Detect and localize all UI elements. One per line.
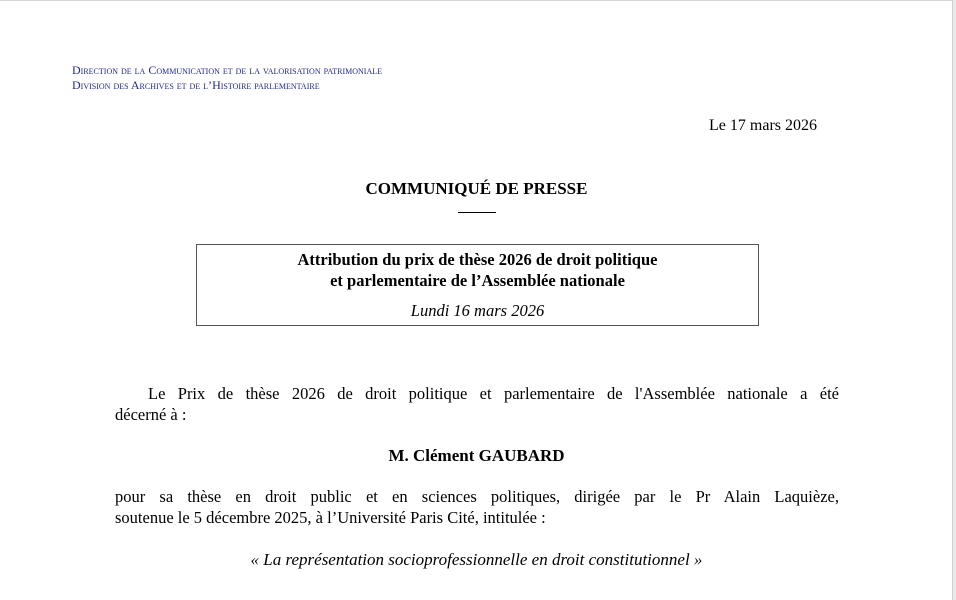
division-line: Division des Archives et de l’Histoire parlementaire bbox=[72, 78, 320, 92]
intro-paragraph bbox=[115, 383, 839, 425]
subject-line-1: Attribution du prix de thèse 2026 de droit politique bbox=[297, 250, 658, 269]
paragraph-line: soutenue le 5 décembre 2025, à l’Université Paris Cité, intitulée : bbox=[115, 508, 546, 527]
document-date: Le 17 mars 2026 bbox=[709, 117, 817, 134]
paragraph-line: décerné à : bbox=[115, 405, 187, 424]
thesis-title: « La représentation socioprofessionnelle en droit constitutionnel » bbox=[250, 550, 703, 569]
laureate-name: M. Clément GAUBARD bbox=[388, 446, 565, 465]
event-date: Lundi 16 mars 2026 bbox=[410, 301, 545, 320]
issuing-department bbox=[72, 63, 382, 93]
subject-box bbox=[196, 244, 759, 326]
subject-line-2: et parlementaire de l’Assemblée nationale bbox=[330, 271, 625, 290]
title-underline bbox=[458, 212, 496, 213]
paragraph-line: pour sa thèse en droit public et en sciences politiques, dirigée par le Pr Alain Laquièze, bbox=[115, 487, 839, 506]
thesis-paragraph bbox=[115, 486, 839, 528]
document-title: COMMUNIQUÉ DE PRESSE bbox=[365, 179, 588, 198]
paragraph-line: Le Prix de thèse 2026 de droit politique et parlementaire de l'Assemblée nationale a été bbox=[148, 384, 839, 403]
department-line: Direction de la Communication et de la valorisation patrimoniale bbox=[72, 63, 382, 77]
